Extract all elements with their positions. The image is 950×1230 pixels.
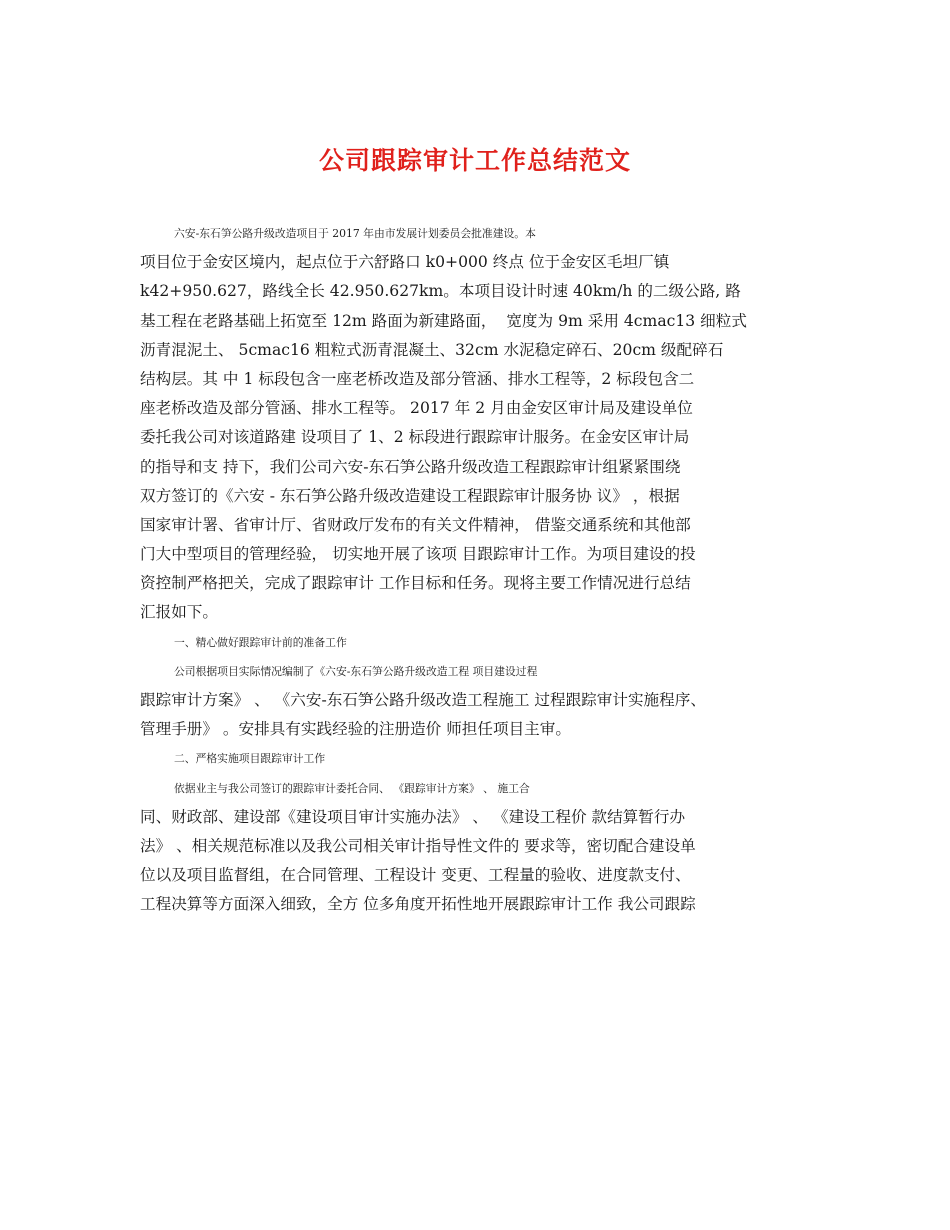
body-line: 一、精心做好跟踪审计前的准备工作: [174, 635, 347, 649]
body-line: 双方签订的《六安 - 东石笋公路升级改造建设工程跟踪审计服务协 议》 ，根据: [140, 486, 680, 505]
body-line: 汇报如下。: [140, 603, 218, 622]
body-line: 位以及项目监督组，在合同管理、工程设计 变更、工程量的验收、进度款支付、: [140, 866, 691, 885]
body-line: 委托我公司对该道路建 设项目了 1、2 标段进行跟踪审计服务。在金安区审计局: [140, 428, 690, 447]
body-line: 管理手册》 。安排具有实践经验的注册造价 师担任项目主审。: [140, 720, 571, 739]
body-line: 座老桥改造及部分管涵、排水工程等。 2017 年 2 月由金安区审计局及建设单位: [140, 399, 693, 418]
document-title: 公司跟踪审计工作总结范文: [318, 146, 631, 175]
body-line: 国家审计署、省审计厅、省财政厅发布的有关文件精神， 借鉴交通系统和其他部: [140, 515, 691, 534]
body-line: 的指导和支 持下，我们公司六安-东石笋公路升级改造工程跟踪审计组紧紧围绕: [140, 457, 681, 476]
body-line: 依据业主与我公司签订的跟踪审计委托合同、 《跟踪审计方案》 、 施工合: [174, 781, 530, 795]
body-line: 项目位于金安区境内，起点位于六舒路口 k0+000 终点 位于金安区毛坦厂镇: [140, 253, 670, 272]
body-line: 沥青混泥土、 5cmac16 粗粒式沥青混凝土、32cm 水泥稳定碎石、20cm 级配碎石: [140, 340, 724, 359]
body-line: 跟踪审计方案》 、 《六安-东石笋公路升级改造工程施工 过程跟踪审计实施程序、: [140, 691, 706, 709]
body-line: 同、财政部、建设部《建设项目审计实施办法》 、 《建设工程价 款结算暂行办: [140, 807, 686, 826]
body-line: k42+950.627，路线全长 42.950.627km。本项目设计时速 40km/h 的二级公路, 路: [140, 282, 741, 301]
body-line: 公司根据项目实际情况编制了《六安-东石笋公路升级改造工程 项目建设过程: [174, 664, 538, 678]
body-line: 结构层。其 中 1 标段包含一座老桥改造及部分管涵、排水工程等，2 标段包含二: [140, 369, 695, 388]
body-line: 门大中型项目的管理经验， 切实地开展了该项 目跟踪审计工作。为项目建设的投: [140, 545, 696, 564]
body-line: 二、严格实施项目跟踪审计工作: [174, 752, 326, 766]
body-line: 资控制严格把关，完成了跟踪审计 工作目标和任务。现将主要工作情况进行总结: [140, 574, 691, 593]
document-body: [140, 219, 830, 920]
body-line: 工程决算等方面深入细致，全方 位多角度开拓性地开展跟踪审计工作 我公司跟踪: [140, 895, 696, 914]
body-line: 六安-东石笋公路升级改造项目于 2017 年由市发展计划委员会批准建设。本: [174, 227, 536, 240]
body-line: 法》 、相关规范标准以及我公司相关审计指导性文件的 要求等，密切配合建设单: [140, 836, 696, 855]
body-line: 基工程在老路基础上拓宽至 12m 路面为新建路面， 宽度为 9m 采用 4cmac13 细粒式: [140, 311, 747, 330]
